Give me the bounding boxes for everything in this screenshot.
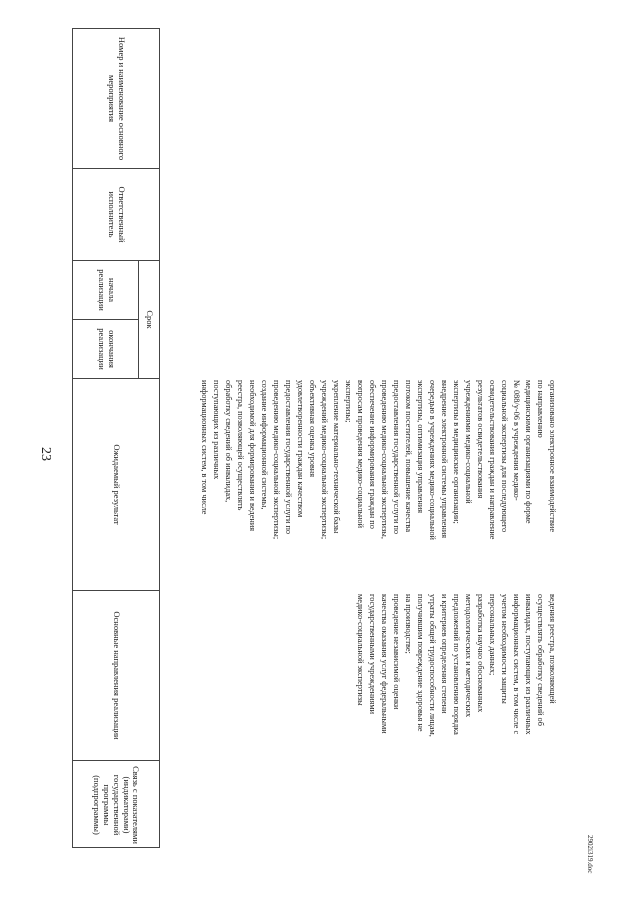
page-number: 23 bbox=[38, 447, 53, 461]
header-number-name: Номер и наименование основного мероприятия bbox=[73, 29, 159, 169]
header-executor: Ответственный исполнитель bbox=[73, 169, 159, 261]
footer-code: 2902i319.doc bbox=[586, 835, 594, 874]
header-directions: Основные направления реализации bbox=[73, 591, 159, 761]
result-cell: организовано электронное взаимодействие по направлению медицинскими организациями по форме № 088/у-06 в учреждения медико- социальной экспертизы для последующего освидетельствования граждан и направление результатов освидетельствования учреждениями медико-социальной экспертизы в медицинские организации; внедрение электронной системы управления очередью в учреждениях медико-социальной экспертизы, оптимизация управления потоком посетителей, повышение качества предоставления государственной услуги по проведению медико-социальной экспертизы, обеспечение информирования граждан по вопросам проведения медико-социальной экспертизы; укрепление материально-технической базы учреждений медико-социальной экспертизы; объективная оценка уровня удовлетворенности граждан качеством предоставления государственной услуги по проведению медико-социальной экспертизы; создание информационной системы, необходимой для формирования и ведения реестра, позволяющей осуществлять обработку сведений об инвалидах, поступающих из различных информационных систем, в том числе bbox=[200, 380, 557, 540]
header-term: Срок bbox=[144, 310, 155, 329]
table-body-band bbox=[162, 28, 562, 848]
header-result: Ожидаемый результат bbox=[73, 379, 159, 591]
header-term-start: начала реализации bbox=[97, 269, 117, 311]
table-header-band bbox=[72, 28, 160, 848]
table-header bbox=[72, 28, 160, 848]
directions-cell: ведения реестра, позволяющей осуществлять обработку сведений об инвалидах, поступающих из различных информационных систем, в том числе с учетом необходимости защиты персональных данных; разработка научно обоснованных методологических и методических предложений по установлению порядка и критериев определения степени утраты общей трудоспособности лицам, получившим повреждение здоровья не на производстве; проведение независимой оценки качества оказания услуг федеральными государственными учреждениями медико-социальной экспертизы bbox=[356, 594, 557, 737]
header-term-end: окончания реализации bbox=[97, 328, 117, 370]
header-term-group bbox=[73, 261, 159, 379]
header-link: Связь с показателями (индикаторами) государственной программы (подпрограммы) bbox=[92, 766, 142, 844]
